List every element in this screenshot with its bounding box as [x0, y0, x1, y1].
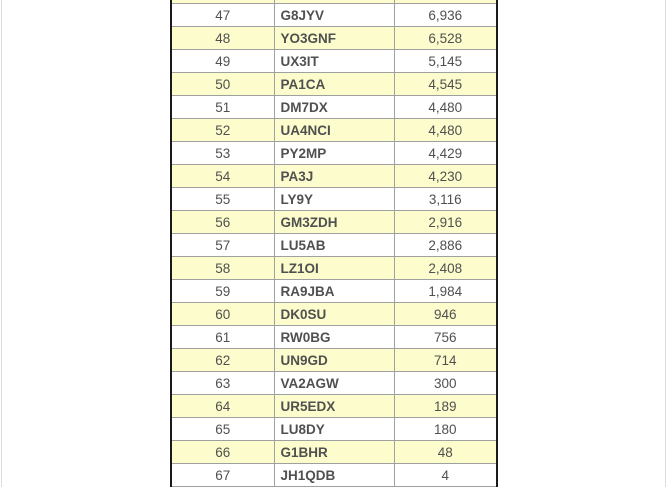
table-row [171, 418, 497, 441]
table-row [171, 234, 497, 257]
rank-cell: 47 [171, 4, 274, 27]
score-cell: 2,408 [394, 257, 497, 280]
rank-cell: 63 [171, 372, 274, 395]
callsign-cell: LZ1OI [274, 257, 394, 280]
rank-cell: 66 [171, 441, 274, 464]
score-cell: 300 [394, 372, 497, 395]
table-row [171, 119, 497, 142]
rank-cell: 54 [171, 165, 274, 188]
table-row [171, 188, 497, 211]
table-row [171, 27, 497, 50]
score-cell: 714 [394, 349, 497, 372]
callsign-cell: LU5AB [274, 234, 394, 257]
rank-cell: 55 [171, 188, 274, 211]
score-cell: 48 [394, 441, 497, 464]
score-cell: 189 [394, 395, 497, 418]
table-row [171, 257, 497, 280]
rank-cell: 50 [171, 73, 274, 96]
rank-cell: 62 [171, 349, 274, 372]
callsign-cell: GM3ZDH [274, 211, 394, 234]
table-row [171, 303, 497, 326]
score-cell: 4,545 [394, 73, 497, 96]
score-cell: 5,145 [394, 50, 497, 73]
left-frame-border [1, 0, 2, 487]
rank-cell: 53 [171, 142, 274, 165]
rank-cell: 56 [171, 211, 274, 234]
score-cell: 4,230 [394, 165, 497, 188]
callsign-cell: UA4NCI [274, 119, 394, 142]
callsign-cell: LU8DY [274, 418, 394, 441]
callsign-cell: YO3GNF [274, 27, 394, 50]
table-row [171, 395, 497, 418]
results-table-body [171, 0, 497, 487]
score-cell: 4,429 [394, 142, 497, 165]
table-row [171, 96, 497, 119]
rank-cell: 51 [171, 96, 274, 119]
callsign-cell: G1BHR [274, 441, 394, 464]
score-cell: 6,528 [394, 27, 497, 50]
right-frame-border [665, 0, 666, 487]
table-row [171, 349, 497, 372]
score-cell: 2,886 [394, 234, 497, 257]
results-table [170, 0, 498, 487]
callsign-cell: VA2AGW [274, 372, 394, 395]
rank-cell: 67 [171, 464, 274, 487]
callsign-cell: DK0SU [274, 303, 394, 326]
table-row [171, 50, 497, 73]
callsign-cell: UN9GD [274, 349, 394, 372]
rank-cell: 48 [171, 27, 274, 50]
table-row [171, 464, 497, 487]
rank-cell: 57 [171, 234, 274, 257]
callsign-cell: LY9Y [274, 188, 394, 211]
callsign-cell: DM7DX [274, 96, 394, 119]
table-row [171, 73, 497, 96]
table-row [171, 165, 497, 188]
score-cell: 1,984 [394, 280, 497, 303]
callsign-cell: UX3IT [274, 50, 394, 73]
score-cell: 2,916 [394, 211, 497, 234]
callsign-cell: RA9JBA [274, 280, 394, 303]
rank-cell: 60 [171, 303, 274, 326]
score-cell: 4,480 [394, 96, 497, 119]
table-row [171, 372, 497, 395]
score-cell: 3,116 [394, 188, 497, 211]
score-cell: 946 [394, 303, 497, 326]
rank-cell: 52 [171, 119, 274, 142]
score-cell: 180 [394, 418, 497, 441]
table-row [171, 441, 497, 464]
rank-cell: 58 [171, 257, 274, 280]
callsign-cell: RW0BG [274, 326, 394, 349]
callsign-cell: PA1CA [274, 73, 394, 96]
score-cell: 756 [394, 326, 497, 349]
score-cell: 6,936 [394, 4, 497, 27]
score-cell: 4,480 [394, 119, 497, 142]
callsign-cell: UR5EDX [274, 395, 394, 418]
callsign-cell: G8JYV [274, 4, 394, 27]
callsign-cell: PA3J [274, 165, 394, 188]
rank-cell: 61 [171, 326, 274, 349]
table-row [171, 326, 497, 349]
callsign-cell: PY2MP [274, 142, 394, 165]
table-row [171, 4, 497, 27]
table-row [171, 142, 497, 165]
rank-cell: 49 [171, 50, 274, 73]
table-row [171, 280, 497, 303]
rank-cell: 59 [171, 280, 274, 303]
rank-cell: 64 [171, 395, 274, 418]
callsign-cell: JH1QDB [274, 464, 394, 487]
table-row [171, 211, 497, 234]
rank-cell: 65 [171, 418, 274, 441]
score-cell: 4 [394, 464, 497, 487]
